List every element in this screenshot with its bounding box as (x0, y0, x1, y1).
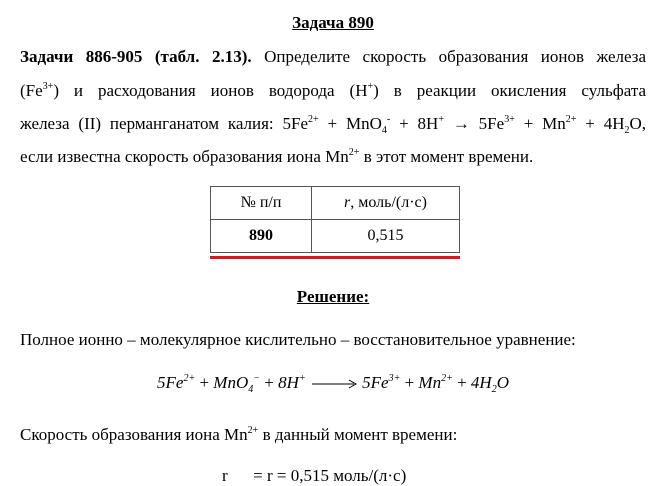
problem-line-1 (20, 47, 646, 67)
superscript: - (386, 114, 391, 125)
eq-term: MnO (213, 373, 249, 392)
superscript: 3+ (504, 114, 515, 125)
superscript: + (438, 114, 444, 125)
eq-operator: + (404, 373, 415, 392)
subscript: 4 (248, 384, 254, 395)
text-segment: в этот момент времени. (359, 147, 534, 166)
eq-term: Mn (418, 373, 442, 392)
superscript: + (367, 81, 374, 92)
text-segment: Скорость образования иона Mn (20, 425, 248, 444)
superscript: 2+ (183, 373, 196, 384)
text-segment: если известна скорость образования иона Mn (20, 147, 349, 166)
eq-term: 4H (470, 373, 492, 392)
page-title: Задача 890 (292, 13, 374, 32)
eq-operator: + (264, 373, 274, 392)
superscript: + (298, 373, 306, 384)
superscript: 2+ (308, 114, 319, 125)
rate-symbol: r (344, 194, 351, 211)
ionic-equation-label: Полное ионно – молекулярное кислительно – восстановительное уравнение: (20, 330, 576, 349)
problem-text: Определите скорость образования ионов железа (251, 47, 647, 66)
superscript: 3+ (388, 373, 401, 384)
superscript: 2+ (247, 425, 259, 436)
eq-term: 5Fe (157, 373, 184, 392)
rate-unit: , моль/(л·с) (350, 194, 427, 211)
table-cell: 0,515 (312, 220, 460, 253)
eq-term: 5Fe (362, 373, 389, 392)
data-table (210, 186, 460, 253)
superscript: 2+ (348, 147, 360, 158)
text-segment: ) и расходования ионов водорода (H (53, 81, 368, 100)
superscript: 2+ (565, 114, 577, 125)
eq-operator: + (199, 373, 210, 392)
solution-heading: Решение: (296, 287, 370, 306)
reaction-arrow-icon (310, 379, 358, 389)
problem-line-2 (20, 81, 646, 101)
table-header-cell (312, 187, 460, 220)
eq-term: O (496, 373, 509, 392)
subscript: 2 (491, 384, 497, 395)
subscript: 2 (624, 125, 630, 136)
table-header-cell: № п/п (211, 187, 312, 220)
text-segment: ) в реакции окисления сульфата (373, 81, 647, 100)
table-red-underline (210, 256, 460, 259)
problem-line-3 (20, 114, 646, 134)
text-segment: + Mn (514, 114, 566, 133)
superscript: 2+ (441, 373, 453, 384)
rate-label (20, 425, 457, 445)
text-segment: железа (II) перманганатом калия: 5Fe (20, 114, 309, 133)
text-segment: + 8H (390, 114, 439, 133)
eq-term: 8H (278, 373, 299, 392)
superscript: − (253, 373, 260, 384)
text-segment: → 5Fe (443, 114, 505, 133)
subscript: 4 (381, 125, 387, 136)
table-cell: 890 (211, 220, 312, 253)
ionic-equation (0, 373, 666, 393)
text-segment: (Fe (20, 81, 43, 100)
problem-line-4 (20, 147, 533, 167)
table-header-row (211, 187, 460, 220)
rate-formula-partial: r = r = 0,515 моль/(л·с) (222, 466, 407, 485)
superscript: 3+ (42, 81, 54, 92)
table-row (211, 220, 460, 253)
problem-ref: Задачи 886-905 (табл. 2.13). (20, 47, 252, 66)
text-segment: + MnO (318, 114, 382, 133)
text-segment: + 4H (576, 114, 625, 133)
text-segment: O, (629, 114, 647, 133)
eq-operator: + (457, 373, 467, 392)
text-segment: в данный момент времени: (258, 425, 458, 444)
